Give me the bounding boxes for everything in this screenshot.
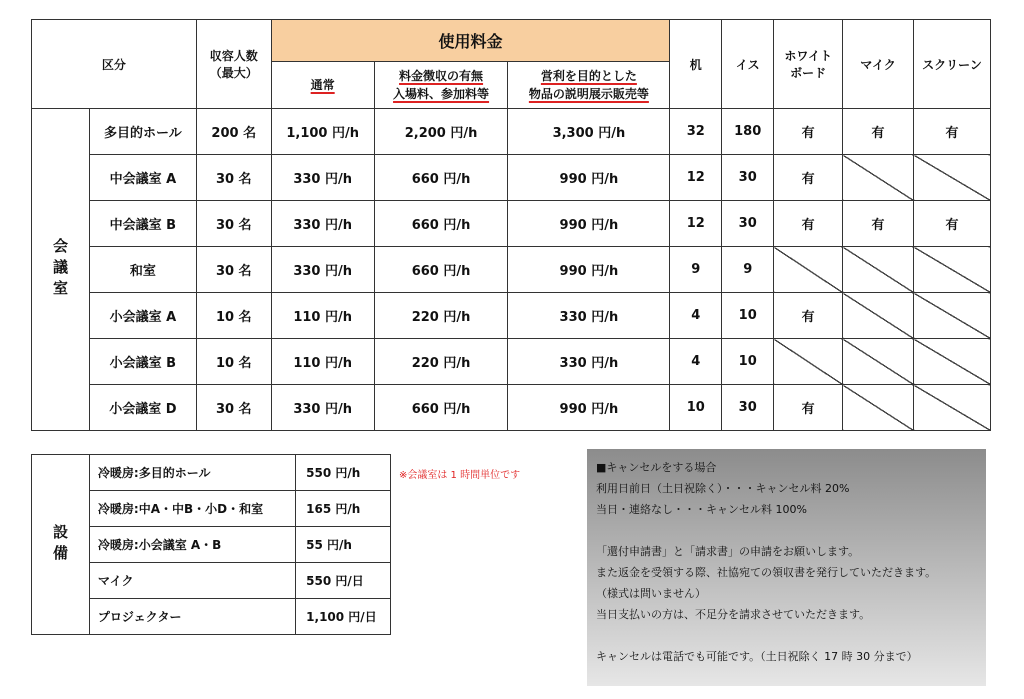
room-capacity: 30 名 [196, 247, 271, 293]
desk-count: 4 [670, 293, 722, 339]
fee-paid: 660 円/h [374, 385, 508, 431]
mic-cell: 有 [843, 201, 914, 247]
room-name: 和室 [89, 247, 196, 293]
equipment-price: 55 円/h [296, 527, 391, 563]
room-name: 中会議室 A [89, 155, 196, 201]
group-label-equipment: 設備 [32, 455, 90, 635]
fee-sales: 3,300 円/h [508, 109, 670, 155]
screen-cell [914, 385, 991, 431]
cancel-line: （様式は問いません） [596, 587, 706, 600]
chair-count: 10 [722, 339, 774, 385]
fee-normal: 330 円/h [271, 201, 374, 247]
equipment-name: 冷暖房:小会議室 A・B [89, 527, 295, 563]
equipment-name: 冷暖房:中A・中B・小D・和室 [89, 491, 295, 527]
cancel-line: 当日・連絡なし・・・キャンセル料 100% [596, 503, 807, 516]
fee-sales: 990 円/h [508, 155, 670, 201]
chair-count: 30 [722, 385, 774, 431]
header-screen: スクリーン [914, 20, 991, 109]
table-row [32, 247, 991, 293]
chair-count: 10 [722, 293, 774, 339]
header-capacity: 収容人数 （最大） [196, 20, 271, 109]
header-fee-title: 使用料金 [271, 20, 670, 62]
equipment-price: 550 円/h [296, 455, 391, 491]
whiteboard-cell: 有 [774, 385, 843, 431]
equipment-name: マイク [89, 563, 295, 599]
fee-normal: 330 円/h [271, 385, 374, 431]
fee-normal: 1,100 円/h [271, 109, 374, 155]
equipment-name: 冷暖房:多目的ホール [89, 455, 295, 491]
room-name: 小会議室 D [89, 385, 196, 431]
mic-cell [843, 293, 914, 339]
screen-cell [914, 339, 991, 385]
room-name: 多目的ホール [89, 109, 196, 155]
group-label-meeting-rooms: 会議室 [32, 109, 90, 431]
equipment-price: 165 円/h [296, 491, 391, 527]
equipment-rows [32, 455, 391, 635]
screen-cell [914, 155, 991, 201]
fee-paid: 220 円/h [374, 293, 508, 339]
chair-count: 180 [722, 109, 774, 155]
equipment-table [31, 454, 391, 635]
desk-count: 12 [670, 155, 722, 201]
cancel-line [596, 625, 977, 646]
fee-sales: 990 円/h [508, 247, 670, 293]
equipment-price: 550 円/日 [296, 563, 391, 599]
header-chair: イス [722, 20, 774, 109]
room-name: 中会議室 B [89, 201, 196, 247]
room-capacity: 30 名 [196, 201, 271, 247]
desk-count: 12 [670, 201, 722, 247]
table-row [32, 339, 991, 385]
room-fee-table [31, 19, 991, 431]
whiteboard-cell: 有 [774, 109, 843, 155]
cancel-line: キャンセルは電話でも可能です。（土日祝除く 17 時 30 分まで） [596, 650, 918, 663]
header-desk: 机 [670, 20, 722, 109]
chair-count: 9 [722, 247, 774, 293]
fee-paid: 660 円/h [374, 247, 508, 293]
room-capacity: 30 名 [196, 385, 271, 431]
cancel-line: 利用日前日（土日祝除く）・・・キャンセル料 20% [596, 482, 850, 495]
cancel-line: 当日支払いの方は、不足分を請求させていただきます。 [596, 608, 871, 621]
cancel-line: 「還付申請書」と「請求書」の申請をお願いします。 [596, 545, 860, 558]
hourly-unit-note: ※会議室は 1 時間単位です [399, 470, 521, 481]
table-row [32, 201, 991, 247]
screen-cell [914, 247, 991, 293]
fee-sales: 990 円/h [508, 201, 670, 247]
desk-count: 9 [670, 247, 722, 293]
fee-paid: 660 円/h [374, 155, 508, 201]
mic-cell [843, 385, 914, 431]
equipment-price: 1,100 円/日 [296, 599, 391, 635]
header-mic: マイク [843, 20, 914, 109]
fee-paid: 220 円/h [374, 339, 508, 385]
header-fee-paid: 料金徴収の有無 入場料、参加料等 [374, 62, 508, 109]
chair-count: 30 [722, 155, 774, 201]
screen-cell: 有 [914, 201, 991, 247]
mic-cell [843, 339, 914, 385]
room-capacity: 10 名 [196, 339, 271, 385]
cancel-line: ■キャンセルをする場合 [596, 461, 717, 474]
whiteboard-cell [774, 247, 843, 293]
table-row [32, 109, 991, 155]
whiteboard-cell: 有 [774, 293, 843, 339]
table-row [32, 155, 991, 201]
desk-count: 10 [670, 385, 722, 431]
room-capacity: 10 名 [196, 293, 271, 339]
cancel-line: また返金を受領する際、社協宛ての領収書を発行していただきます。 [596, 566, 937, 579]
mic-cell [843, 247, 914, 293]
header-whiteboard: ホワイト ボード [774, 20, 843, 109]
desk-count: 32 [670, 109, 722, 155]
screen-cell [914, 293, 991, 339]
room-capacity: 30 名 [196, 155, 271, 201]
whiteboard-cell: 有 [774, 155, 843, 201]
fee-normal: 330 円/h [271, 155, 374, 201]
header-fee-normal: 通常 [271, 62, 374, 109]
fee-paid: 660 円/h [374, 201, 508, 247]
fee-sales: 330 円/h [508, 339, 670, 385]
equipment-name: プロジェクター [89, 599, 295, 635]
fee-paid: 2,200 円/h [374, 109, 508, 155]
mic-cell: 有 [843, 109, 914, 155]
whiteboard-cell: 有 [774, 201, 843, 247]
whiteboard-cell [774, 339, 843, 385]
room-rows [32, 109, 991, 431]
fee-normal: 110 円/h [271, 339, 374, 385]
fee-normal: 330 円/h [271, 247, 374, 293]
table-row [32, 385, 991, 431]
desk-count: 4 [670, 339, 722, 385]
chair-count: 30 [722, 201, 774, 247]
table-row [32, 455, 391, 491]
header-kubun: 区分 [32, 20, 197, 109]
room-capacity: 200 名 [196, 109, 271, 155]
header-fee-sales: 営利を目的とした 物品の説明展示販売等 [508, 62, 670, 109]
cancellation-policy-box [587, 449, 986, 686]
room-name: 小会議室 B [89, 339, 196, 385]
cancel-line [596, 520, 977, 541]
table-row [32, 293, 991, 339]
room-name: 小会議室 A [89, 293, 196, 339]
fee-sales: 990 円/h [508, 385, 670, 431]
mic-cell [843, 155, 914, 201]
fee-sales: 330 円/h [508, 293, 670, 339]
screen-cell: 有 [914, 109, 991, 155]
fee-normal: 110 円/h [271, 293, 374, 339]
